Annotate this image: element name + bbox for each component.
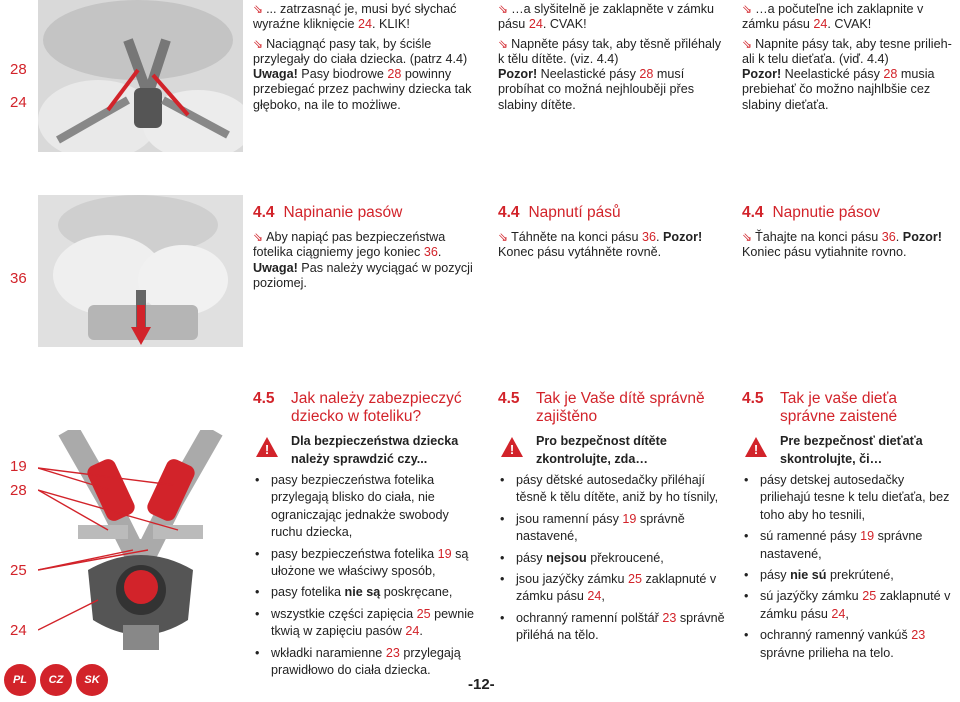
arrow-icon: ⇘ xyxy=(742,230,753,244)
callout-36: 36 xyxy=(10,270,27,287)
tension-illustration xyxy=(38,195,243,347)
list-item: • sú ramenné pásy 19 správne nastavené, xyxy=(742,528,954,563)
cz-section-4-5: 4.5 Tak je Vaše dítě správně zajištěno ! Pro bezpečnost dítěte zkontrolujte, zda… • pásy dětské autosedačky přiléhají těsně k tělu dítěte, aniž by ho tísnily, • jsou ramenní pásy 19 správně nastavené, • pásy nejsou překroucené, • jsou jazýčky zámku 25 zaklapnuté v zámku pásu 24, • ochranný ramenní polštář 23 správně přiléhá na tělo. xyxy=(498,390,728,649)
harness-diagram xyxy=(38,430,243,655)
belt-buckle-figure xyxy=(38,0,243,152)
list-item: • jsou jazýčky zámku 25 zaklapnuté v zámku pásu 24, xyxy=(498,571,728,606)
list-item: • pásy detskej autosedačky priliehajú tesne k telu dieťaťa, bez toho aby ho tesnili, xyxy=(742,472,954,524)
cz-section-4-4: 4.4 Napnutí pásů ⇘ Táhněte na konci pásu 36. Pozor! Konec pásu vytáhněte rovně. xyxy=(498,204,703,260)
list-item: • pasy bezpieczeństwa fotelika 19 są ułożone we właściwy sposób, xyxy=(253,546,483,581)
sk-top-text: ⇘ …a počuteľne ich zaklapnite v zámku pásu 24. CVAK! ⇘ Napnite pásy tak, aby tesne priliehali k telu dieťaťa. (viď. 4.4) Pozor! Neelastické pásy 28 musia prebiehať čo možno najhlbšie cez slabiny dieťaťa. xyxy=(742,2,952,112)
sk-section-4-4: 4.4 Napnutie pásov ⇘ Ťahajte na konci pásu 36. Pozor! Koniec pásu vytiahnite rovno. xyxy=(742,204,942,260)
callout-25: 25 xyxy=(10,562,27,579)
arrow-icon: ⇘ xyxy=(742,2,753,16)
svg-text:!: ! xyxy=(753,442,759,457)
svg-text:!: ! xyxy=(264,442,270,457)
belt-tension-figure xyxy=(38,195,243,347)
flag-cz: CZ xyxy=(40,664,72,696)
sk-section-4-5: 4.5 Tak je vaše dieťa správne zaistené ! Pre bezpečnosť dieťaťa skontrolujte, či… • pásy detskej autosedačky priliehajú tesne k telu dieťaťa, bez toho aby ho tesnili, • sú ramenné pásy 19 správne nastavené, • pásy nie sú prekrútené, • sú jazýčky zámku 25 zaklapnuté v zámku pásu 24, • ochranný ramenný vankúš 23 správne prilieha na telo. xyxy=(742,390,954,666)
list-item: • pásy nie sú prekrútené, xyxy=(742,567,954,584)
svg-text:!: ! xyxy=(509,442,515,457)
flag-pl: PL xyxy=(4,664,36,696)
pl-section-4-4: 4.4 Napinanie pasów ⇘ Aby napiąć pas bezpieczeństwa fotelika ciągniemy jego koniec 36. Uwaga! Pas należy wyciągać w pozycji poziomej. xyxy=(253,204,473,290)
callout-28: 28 xyxy=(10,61,27,78)
cz-checklist xyxy=(498,472,728,645)
list-item: • wkładki naramienne 23 przylegają prawidłowo do ciała dziecka. xyxy=(253,645,483,680)
warning-icon xyxy=(255,436,279,458)
warning-icon xyxy=(744,436,768,458)
arrow-icon: ⇘ xyxy=(253,230,264,244)
list-item: • pasy bezpieczeństwa fotelika przylegają blisko do ciała, nie ograniczając jednakże swobody ruchu dziecka, xyxy=(253,472,483,542)
arrow-icon: ⇘ xyxy=(498,2,509,16)
list-item: • ochranný ramenný vankúš 23 správne prilieha na telo. xyxy=(742,627,954,662)
harness-illustration xyxy=(38,430,243,655)
list-item: • pásy nejsou překroucené, xyxy=(498,550,728,567)
callout-24: 24 xyxy=(10,94,27,111)
list-item: • sú jazýčky zámku 25 zaklapnuté v zámku pásu 24, xyxy=(742,588,954,623)
list-item: • pásy dětské autosedačky přiléhají těsně k tělu dítěte, aniž by ho tísnily, xyxy=(498,472,728,507)
arrow-icon: ⇘ xyxy=(498,230,509,244)
list-item: • jsou ramenní pásy 19 správně nastavené, xyxy=(498,511,728,546)
warning-icon xyxy=(500,436,524,458)
callout-24-bottom: 24 xyxy=(10,622,27,639)
list-item: • wszystkie części zapięcia 25 pewnie tkwią w zapięciu pasów 24. xyxy=(253,606,483,641)
pl-section-4-5: 4.5 Jak należy zabezpieczyć dziecko w foteliku? ! Dla bezpieczeństwa dziecka należy sprawdzić czy... • pasy bezpieczeństwa fotelika przylegają blisko do ciała, nie ograniczając jednakże swobody ruchu dziecka, • pasy bezpieczeństwa fotelika 19 są ułożone we właściwy sposób, • pasy fotelika nie są poskręcane, • wszystkie części zapięcia 25 pewnie tkwią w zapięciu pasów 24. • wkładki naramienne 23 przylegają prawidłowo do ciała dziecka. xyxy=(253,390,483,683)
buckle-illustration xyxy=(38,0,243,152)
sk-checklist xyxy=(742,472,954,662)
page-number: -12- xyxy=(468,676,495,693)
pl-top-text: ⇘ ... zatrzasnąć je, musi być słychać wyraźne kliknięcie 24. KLIK! ⇘ Naciągnąć pasy tak, by ściśle przylegały do ciała dziecka. (patrz 4.4) Uwaga! Pasy biodrowe 28 powinny przebiegać przez pachwiny dziecka tak głęboko, na ile to możliwe. xyxy=(253,2,472,112)
list-item: • ochranný ramenní polštář 23 správně přiléhá na tělo. xyxy=(498,610,728,645)
pl-checklist xyxy=(253,472,483,679)
arrow-icon: ⇘ xyxy=(253,36,264,51)
callout-19: 19 xyxy=(10,458,27,475)
flag-sk: SK xyxy=(76,664,108,696)
arrow-icon: ⇘ xyxy=(742,36,753,51)
arrow-icon: ⇘ xyxy=(498,36,509,51)
list-item: • pasy fotelika nie są poskręcane, xyxy=(253,584,483,601)
callout-28-bottom: 28 xyxy=(10,482,27,499)
cz-top-text: ⇘ …a slyšitelně je zaklapněte v zámku pásu 24. CVAK! ⇘ Napněte pásy tak, aby těsně přiléhaly k tělu dítěte. (viz. 4.4) Pozor! Neelastické pásy 28 musí probíhat co možná nejhlouběji přes slabiny dítěte. xyxy=(498,2,722,112)
arrow-icon: ⇘ xyxy=(253,2,264,16)
